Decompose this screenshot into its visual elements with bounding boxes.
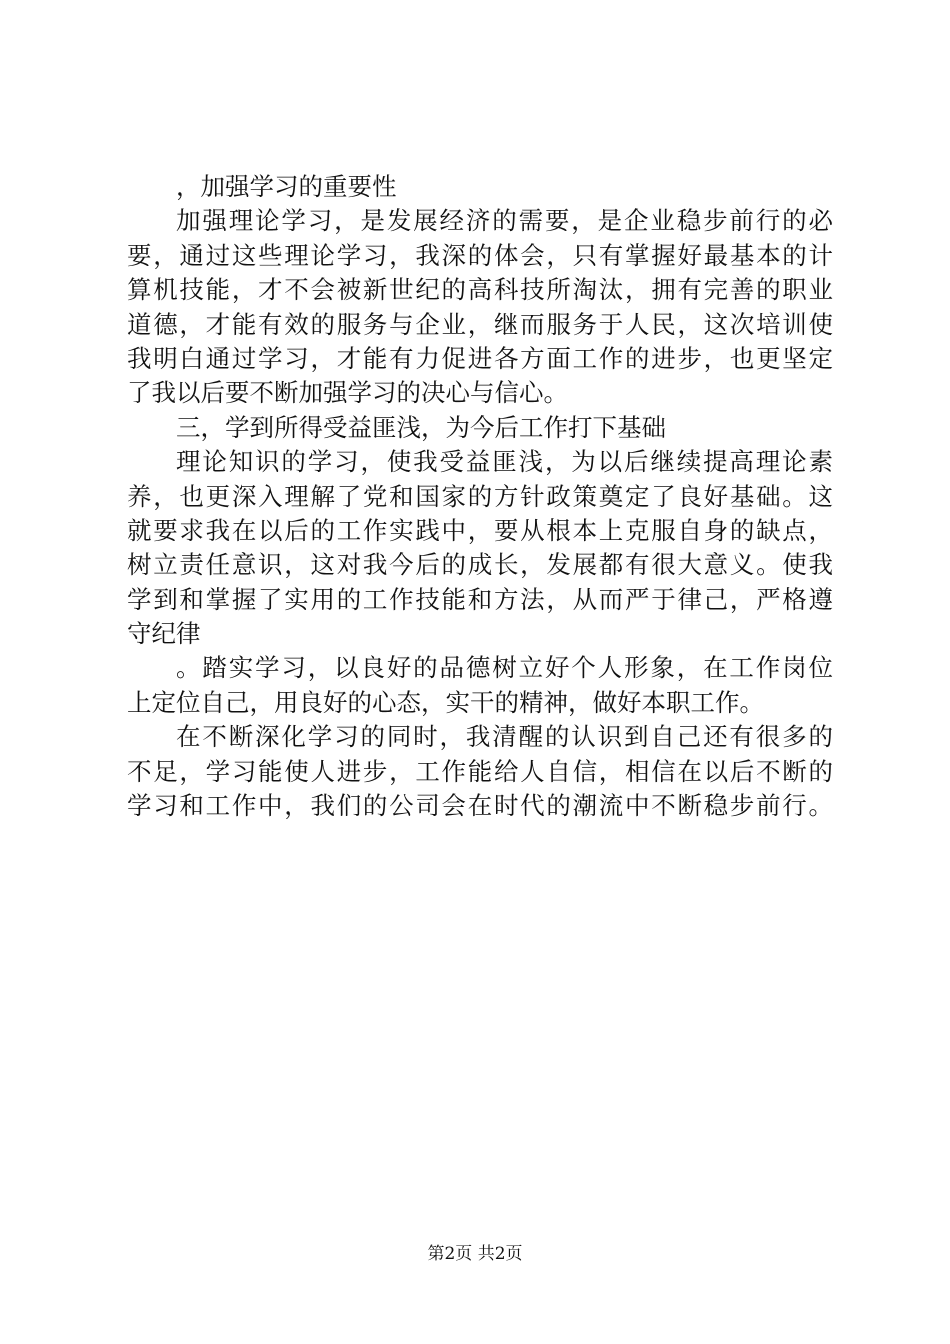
paragraph-line: 加强理论学习，是发展经济的需要，是企业稳步前行的必 <box>176 206 833 236</box>
paragraph-line: 算机技能，才不会被新世纪的高科技所淘汰，拥有完善的职业 <box>127 275 833 305</box>
paragraph-line: 学到和掌握了实用的工作技能和方法，从而严于律己，严格遵 <box>127 584 833 614</box>
paragraph-line: 守纪律 <box>127 619 201 649</box>
section-heading-importance: ，加强学习的重要性 <box>176 172 397 201</box>
section-heading-three: 三，学到所得受益匪浅，为今后工作打下基础 <box>176 412 666 442</box>
paragraph-line: 了我以后要不断加强学习的决心与信心。 <box>127 378 568 408</box>
paragraph-line: 。踏实学习，以良好的品德树立好个人形象，在工作岗位 <box>176 653 833 683</box>
paragraph-line: 上定位自己，用良好的心态，实干的精神，做好本职工作。 <box>127 687 764 717</box>
paragraph-line: 道德，才能有效的服务与企业，继而服务于人民，这次培训使 <box>127 309 833 339</box>
paragraph-line: 不足，学习能使人进步，工作能给人自信，相信在以后不断的 <box>127 756 833 786</box>
paragraph-line: 要，通过这些理论学习，我深的体会，只有掌握好最基本的计 <box>127 240 833 270</box>
page-footer: 第2页 共2页 <box>427 1244 523 1264</box>
document-body <box>127 170 833 823</box>
paragraph-line: 就要求我在以后的工作实践中，要从根本上克服自身的缺点， <box>127 515 833 545</box>
paragraph-line: 学习和工作中，我们的公司会在时代的潮流中不断稳步前行。 <box>127 791 833 821</box>
paragraph-line: 养，也更深入理解了党和国家的方针政策奠定了良好基础。这 <box>127 481 833 511</box>
paragraph-line: 我明白通过学习，才能有力促进各方面工作的进步，也更坚定 <box>127 343 833 373</box>
paragraph-line: 树立责任意识，这对我今后的成长，发展都有很大意义。使我 <box>127 550 833 580</box>
paragraph-line: 理论知识的学习，使我受益匪浅，为以后继续提高理论素 <box>176 447 833 477</box>
paragraph-line: 在不断深化学习的同时，我清醒的认识到自己还有很多的 <box>176 722 833 752</box>
